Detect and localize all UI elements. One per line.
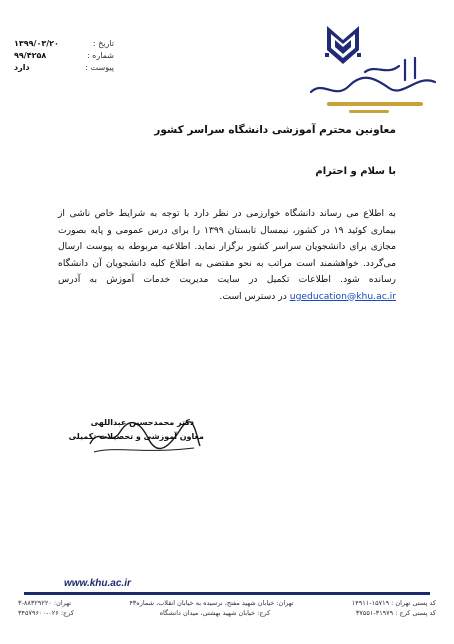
footer-row-tehran <box>18 598 436 608</box>
tehran-address: تهران: خیابان شهید مفتح، نرسیده به خیابان انقلاب، شماره۴۳ <box>129 599 294 607</box>
signer-role: معاون آموزشی و تحصیلات تکمیلی <box>68 432 204 441</box>
letter-meta <box>14 38 114 74</box>
footer-contact <box>18 598 436 618</box>
footer-website[interactable]: www.khu.ac.ir <box>64 578 131 589</box>
karaj-postal: کد پستی کرج : ۳۱۹۷۹-۳۷۵۵۱ <box>355 609 436 617</box>
attachment-label: پیوست : <box>85 63 114 72</box>
body-text: به اطلاع می رساند دانشگاه خوارزمی در نظر دارد با توجه به شرایط خاص ناشی از بیماری کوئید ۱۹ در کشور، نیمسال تابستان ۱۳۹۹ را برای درس عمومی و پایه بصورت مجازی برای دانشجویان سراسر کشور برگزار نماید. اطلاعیه مربوطه به پیوست ارسال می‌گردد. خواهشمند است مراتب به نحو مقتضی به اطلاع کلیه دانشجویان آن دانشگاه رسانده شود. اطلاعات تکمیل در سایت مدیریت خدمات آموزش به آدرس <box>58 208 396 285</box>
date-row <box>14 38 114 50</box>
date-label: تاریخ : <box>92 39 114 48</box>
signer-name: دکتر محمدحسین عبداللهی <box>90 418 194 427</box>
email-link[interactable]: ugeducation@khu.ac.ir <box>289 290 396 302</box>
body-tail: در دسترس است. <box>219 290 287 302</box>
date-value: ۱۳۹۹/۰۳/۲۰ <box>14 39 59 48</box>
letter-greeting: با سلام و احترام <box>315 166 396 177</box>
tehran-phone: تهران: ۸۸۳۲۹۲۲۰-۳ <box>18 599 72 607</box>
letter-title: معاونین محترم آموزشی دانشگاه سراسر کشور <box>154 124 396 136</box>
signature-block <box>68 418 204 462</box>
footer-row-karaj <box>18 608 436 618</box>
karaj-address: کرج: خیابان شهید بهشتی، میدان دانشگاه <box>159 609 271 617</box>
attachment-row <box>14 62 114 74</box>
karaj-phone: کرج: ۰۲۶-۳۴۵۷۹۶۰۰ <box>18 609 74 617</box>
attachment-value: دارد <box>14 63 30 72</box>
letter-body <box>58 206 396 305</box>
number-value: ۹۹/۴۲۵۸ <box>14 51 47 60</box>
number-label: شماره : <box>86 51 114 60</box>
number-row <box>14 50 114 62</box>
tehran-postal: کد پستی تهران : ۱۵۷۱۹-۱۴۹۱۱ <box>351 599 436 607</box>
university-logo-icon <box>305 20 441 120</box>
footer-divider <box>24 592 430 595</box>
